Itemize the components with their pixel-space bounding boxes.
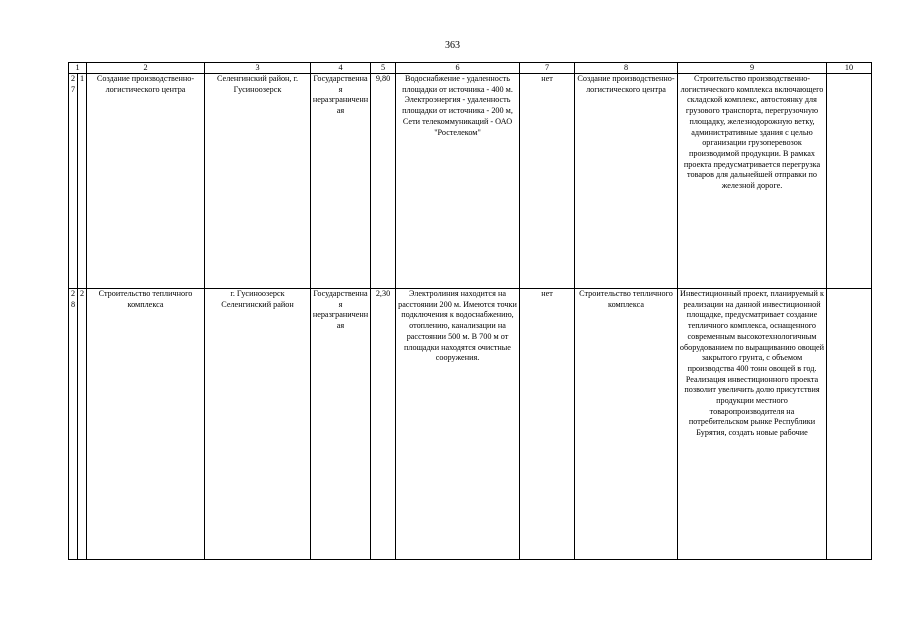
- description-cell: Инвестиционный проект, планируемый к реализации на данной инвестиционной площадке, предусматривает создание тепличного комплекса, оснащенного современным высокотехнологичным оборудованием по выращиванию овощей закрытого грунта, с объемом производства 400 тонн овощей в год. Реализация инвестиционного проекта позволит увеличить долю присутствия продукции местного товаропроизводителя на потребительском рынке Республики Бурятия, создать новые рабочие: [678, 289, 827, 560]
- purpose-cell: Создание производственно-логистического центра: [575, 74, 678, 289]
- page-number: 363: [445, 40, 460, 51]
- header-row: [69, 63, 872, 74]
- header-cell-3: 3: [205, 63, 311, 74]
- project-name-cell: Создание производственно-логистического центра: [87, 74, 205, 289]
- project-name-cell: Строительство тепличного комплекса: [87, 289, 205, 560]
- row-number-cell: 2 8: [69, 289, 78, 560]
- encumbrance-cell: нет: [520, 289, 575, 560]
- row-number-cell: 2 7: [69, 74, 78, 289]
- header-cell-8: 8: [575, 63, 678, 74]
- area-cell: 9,80: [371, 74, 396, 289]
- header-cell-2: 2: [87, 63, 205, 74]
- location-cell: г. Гусиноозерск Селенгинский район: [205, 289, 311, 560]
- header-cell-1: 1: [69, 63, 87, 74]
- notes-cell: [827, 74, 872, 289]
- ownership-cell: Государственная неразграниченная: [311, 74, 371, 289]
- infrastructure-cell: Водоснабжение - удаленность площадки от источника - 400 м. Электроэнергия - удаленность площадки от источника - 200 м, Сети телекоммуникаций - ОАО "Ростелеком": [396, 74, 520, 289]
- header-cell-9: 9: [678, 63, 827, 74]
- header-cell-6: 6: [396, 63, 520, 74]
- row-subnumber-cell: 2: [78, 289, 87, 560]
- investment-sites-table: [68, 62, 872, 560]
- encumbrance-cell: нет: [520, 74, 575, 289]
- table-row: [69, 74, 872, 289]
- header-cell-10: 10: [827, 63, 872, 74]
- header-cell-5: 5: [371, 63, 396, 74]
- infrastructure-cell: Электролиния находится на расстоянии 200 м. Имеются точки подключения к водоснабжению, отоплению, канализации на расстоянии 500 м. В 700 м от площадки находятся очистные сооружения.: [396, 289, 520, 560]
- description-cell: Строительство производственно-логистического комплекса включающего складской комплекс, автостоянку для грузового транспорта, перегрузочную площадку, железнодорожную ветку, административные здания с целью организации грузоперевозок производимой продукции. В рамках проекта предусматривается перегрузка товаров для дальнейшей отправки по железной дороге.: [678, 74, 827, 289]
- table-row: [69, 289, 872, 560]
- area-cell: 2,30: [371, 289, 396, 560]
- header-cell-4: 4: [311, 63, 371, 74]
- row-subnumber-cell: 1: [78, 74, 87, 289]
- purpose-cell: Строительство тепличного комплекса: [575, 289, 678, 560]
- header-cell-7: 7: [520, 63, 575, 74]
- ownership-cell: Государственная неразграниченная: [311, 289, 371, 560]
- notes-cell: [827, 289, 872, 560]
- location-cell: Селенгинский район, г. Гусиноозерск: [205, 74, 311, 289]
